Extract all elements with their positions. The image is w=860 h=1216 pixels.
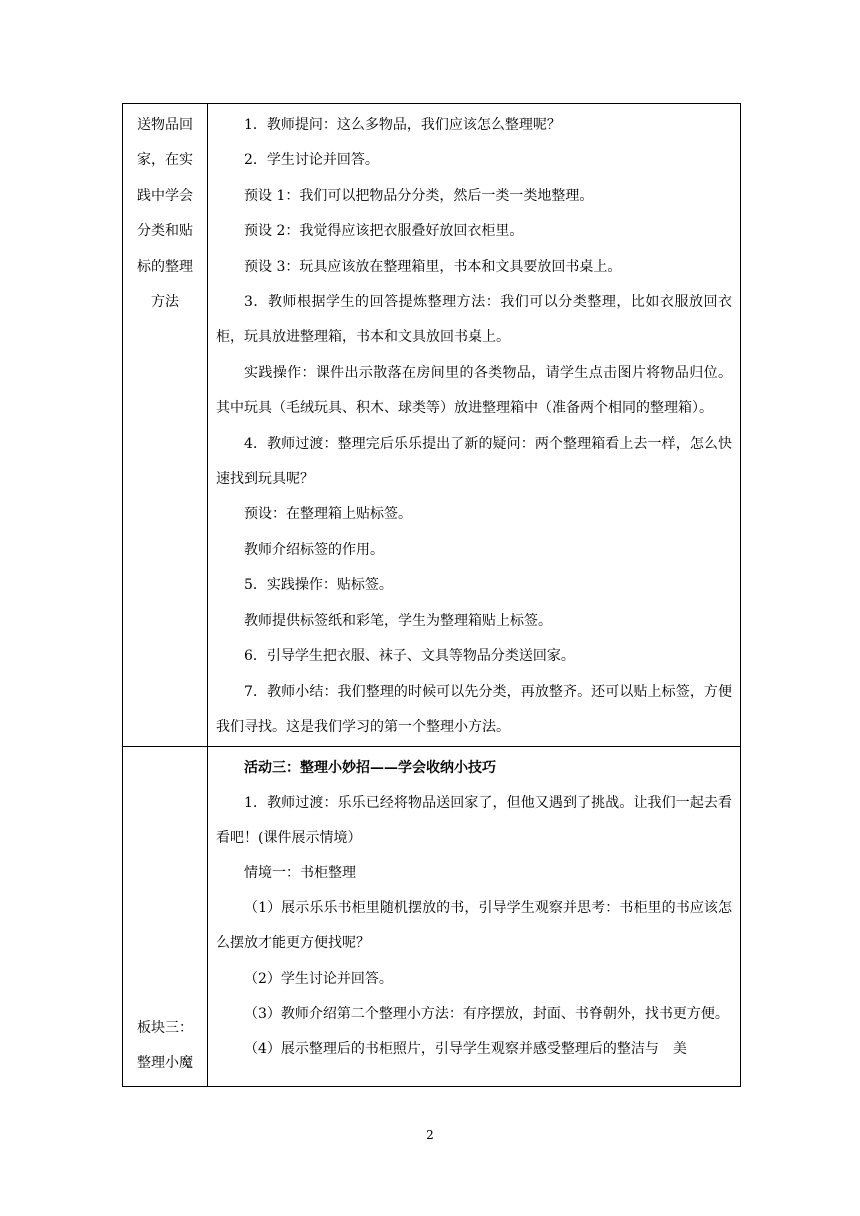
content-cell [208, 747, 741, 1087]
paragraph: （2）学生讨论并回答。 [244, 970, 393, 987]
section-label-line: 标的整理 [137, 258, 193, 275]
table-row [123, 747, 741, 1087]
paragraph: 1．教师过渡：乐乐已经将物品送回家了，但他又遇到了挑战。让我们一起去看看吧！(课件展示情境） [216, 795, 732, 847]
paragraph: （1）展示乐乐书柜里随机摆放的书，引导学生观察并思考：书柜里的书应该怎么摆放才能更方便找呢？ [216, 900, 732, 952]
table-row [123, 104, 741, 747]
paragraph: 7．教师小结：我们整理的时候可以先分类，再放整齐。还可以贴上标签，方便我们寻找。这是我们学习的第一个整理小方法。 [216, 683, 732, 735]
section-label [123, 1011, 207, 1086]
content-cell [208, 104, 741, 747]
paragraph: 预设 1：我们可以把物品分分类，然后一类一类地整理。 [244, 187, 594, 204]
paragraph: 预设：在整理箱上贴标签。 [244, 506, 412, 523]
section-label-line: 送物品回 [137, 117, 193, 133]
paragraph: 3．教师根据学生的回答提炼整理方法：我们可以分类整理，比如衣服放回衣柜，玩具放进整理箱，书本和文具放回书桌上。 [216, 294, 732, 346]
section-label-line: 践中学会 [137, 187, 193, 204]
activity-title: 活动三：整理小妙招——学会收纳小技巧 [244, 760, 496, 776]
paragraph: 实践操作：课件出示散落在房间里的各类物品，请学生点击图片将物品归位。其中玩具（毛绒玩具、积木、球类等）放进整理箱中（准备两个相同的整理箱）。 [216, 364, 732, 417]
paragraph: 情境一：书柜整理 [244, 865, 356, 882]
paragraph: 教师介绍标签的作用。 [244, 541, 384, 558]
content-body [208, 104, 740, 745]
lesson-plan-table [122, 103, 741, 1087]
section-label-line: 板块三： [137, 1020, 193, 1036]
page-number: 2 [426, 1128, 434, 1142]
section-label [123, 104, 207, 320]
paragraph: （4）展示整理后的书柜照片，引导学生观察并感受整理后的整洁与 美 [244, 1040, 687, 1057]
section-label-line: 家，在实 [137, 152, 193, 169]
section-label-cell [123, 104, 208, 747]
paragraph: 教师提供标签纸和彩笔，学生为整理箱贴上标签。 [244, 612, 552, 629]
paragraph: 预设 2：我觉得应该把衣服叠好放回衣柜里。 [244, 223, 524, 240]
section-label-line: 整理小魔 [137, 1055, 193, 1071]
paragraph: 预设 3：玩具应该放在整理箱里，书本和文具要放回书桌上。 [244, 258, 622, 275]
section-label-line: 方法 [151, 294, 179, 311]
paragraph: 6．引导学生把衣服、袜子、文具等物品分类送回家。 [244, 648, 575, 665]
paragraph: 4．教师过渡：整理完后乐乐提出了新的疑问：两个整理箱看上去一样，怎么快速找到玩具呢？ [216, 435, 732, 488]
paragraph: 2．学生讨论并回答。 [244, 152, 379, 169]
section-label-cell [123, 747, 208, 1087]
paragraph: 1．教师提问：这么多物品，我们应该怎么整理呢？ [244, 117, 561, 133]
paragraph: （3）教师介绍第二个整理小方法：有序摆放，封面、书脊朝外，找书更方便。 [244, 1005, 729, 1022]
section-label-line: 分类和贴 [137, 223, 193, 240]
paragraph: 5．实践操作：贴标签。 [244, 577, 393, 594]
content-body [208, 747, 740, 1067]
